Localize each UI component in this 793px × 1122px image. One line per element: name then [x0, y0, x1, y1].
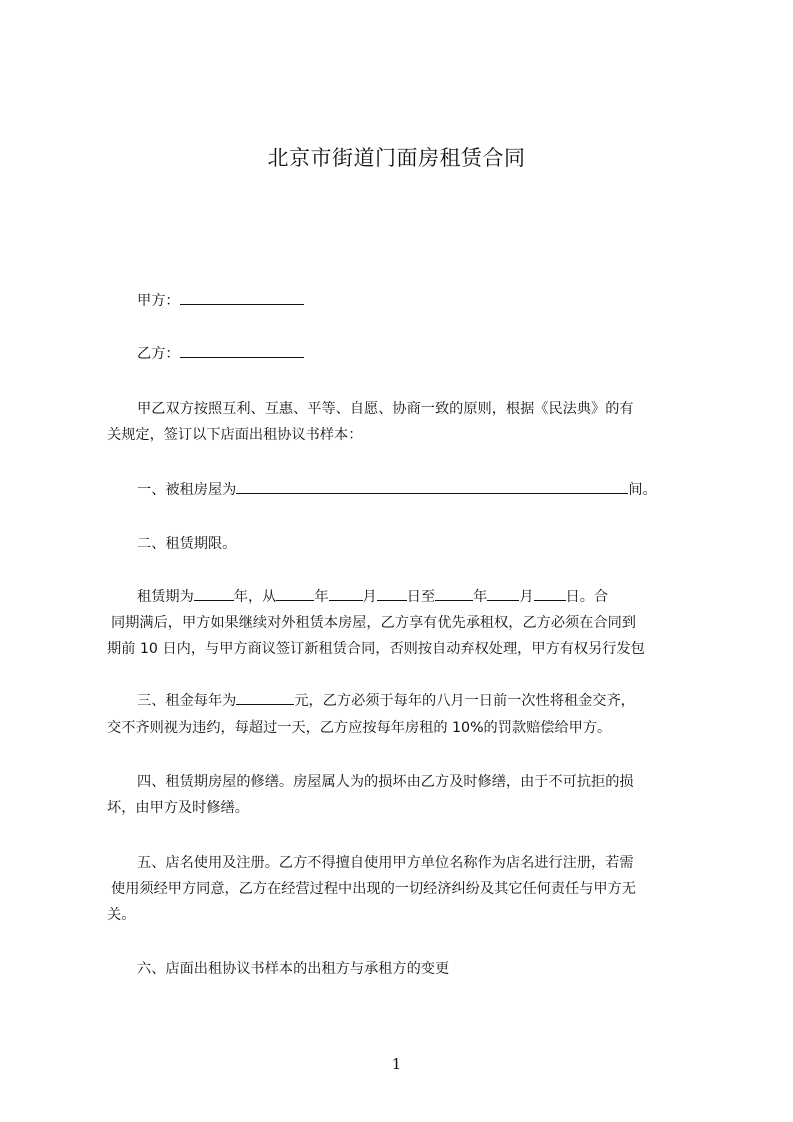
party-a-label: 甲方： — [137, 293, 180, 309]
clause-1-blank — [236, 479, 628, 494]
blank-end-month — [487, 586, 519, 601]
lease-term-label: 租赁期为 — [137, 589, 194, 605]
clause-3-line-1 — [107, 689, 731, 713]
clause-5-line-2: 使用须经甲方同意，乙方在经营过程中出现的一切经济纠纷及其它任何责任与甲方无 — [111, 881, 636, 897]
blank-years — [194, 586, 234, 601]
intro-line-2: 关规定，签订以下店面出租协议书样本： — [107, 427, 363, 443]
intro-line-1: 甲乙双方按照互利、互惠、平等、自愿、协商一致的原则，根据《民法典》的有 — [137, 401, 634, 417]
page-number: 1 — [391, 1055, 402, 1073]
clause-2-line-2: 同期满后，甲方如果继续对外租赁本房屋，乙方享有优先承租权，乙方必须在合同到 — [111, 615, 636, 631]
text-month-2: 月 — [519, 589, 534, 605]
rent-amount-blank — [236, 690, 294, 705]
document-title: 北京市街道门面房租赁合同 — [267, 146, 526, 170]
party-a-blank — [180, 290, 304, 305]
clause-6-heading: 六、店面出租协议书样本的出租方与承租方的变更 — [137, 961, 450, 977]
blank-start-day — [377, 586, 407, 601]
party-a-line — [107, 289, 731, 313]
text-year-from: 年，从 — [233, 589, 277, 605]
text-year: 年 — [314, 589, 329, 605]
clause-5-line-1: 五、店名使用及注册。乙方不得擅自使用甲方单位名称作为店名进行注册，若需 — [137, 855, 634, 871]
clause-5-line-3: 关。 — [107, 907, 136, 923]
clause-2-line-1 — [107, 585, 731, 609]
clause-3-before: 三、租金每年为 — [137, 693, 237, 709]
clause-1-after: 间。 — [628, 482, 657, 498]
blank-start-year — [276, 586, 314, 601]
clause-2-heading: 二、租赁期限。 — [137, 536, 237, 552]
text-month: 月 — [362, 589, 377, 605]
clause-3-line-2: 交不齐则视为违约，每超过一天，乙方应按每年房租的 10%的罚款赔偿给甲方。 — [107, 720, 612, 736]
blank-start-month — [329, 586, 363, 601]
text-day-to: 日至 — [406, 589, 436, 605]
clause-2-line-3: 期前 10 日内，与甲方商议签订新租赁合同，否则按自动弃权处理，甲方有权另行发包 — [107, 641, 645, 657]
party-b-blank — [180, 343, 304, 358]
clause-1-before: 一、被租房屋为 — [137, 482, 237, 498]
party-b-line — [107, 342, 731, 366]
text-day-end: 日。合 — [565, 589, 609, 605]
clause-3-after: 元，乙方必须于每年的八月一日前一次性将租金交齐， — [294, 693, 635, 709]
blank-end-year — [435, 586, 473, 601]
clause-4-line-1: 四、租赁期房屋的修缮。房屋属人为的损坏由乙方及时修缮，由于不可抗拒的损 — [137, 774, 634, 790]
clause-1 — [107, 478, 731, 502]
clause-4-line-2: 坏，由甲方及时修缮。 — [107, 800, 249, 816]
text-year-2: 年 — [473, 589, 488, 605]
blank-end-day — [534, 586, 566, 601]
party-b-label: 乙方： — [137, 346, 180, 362]
